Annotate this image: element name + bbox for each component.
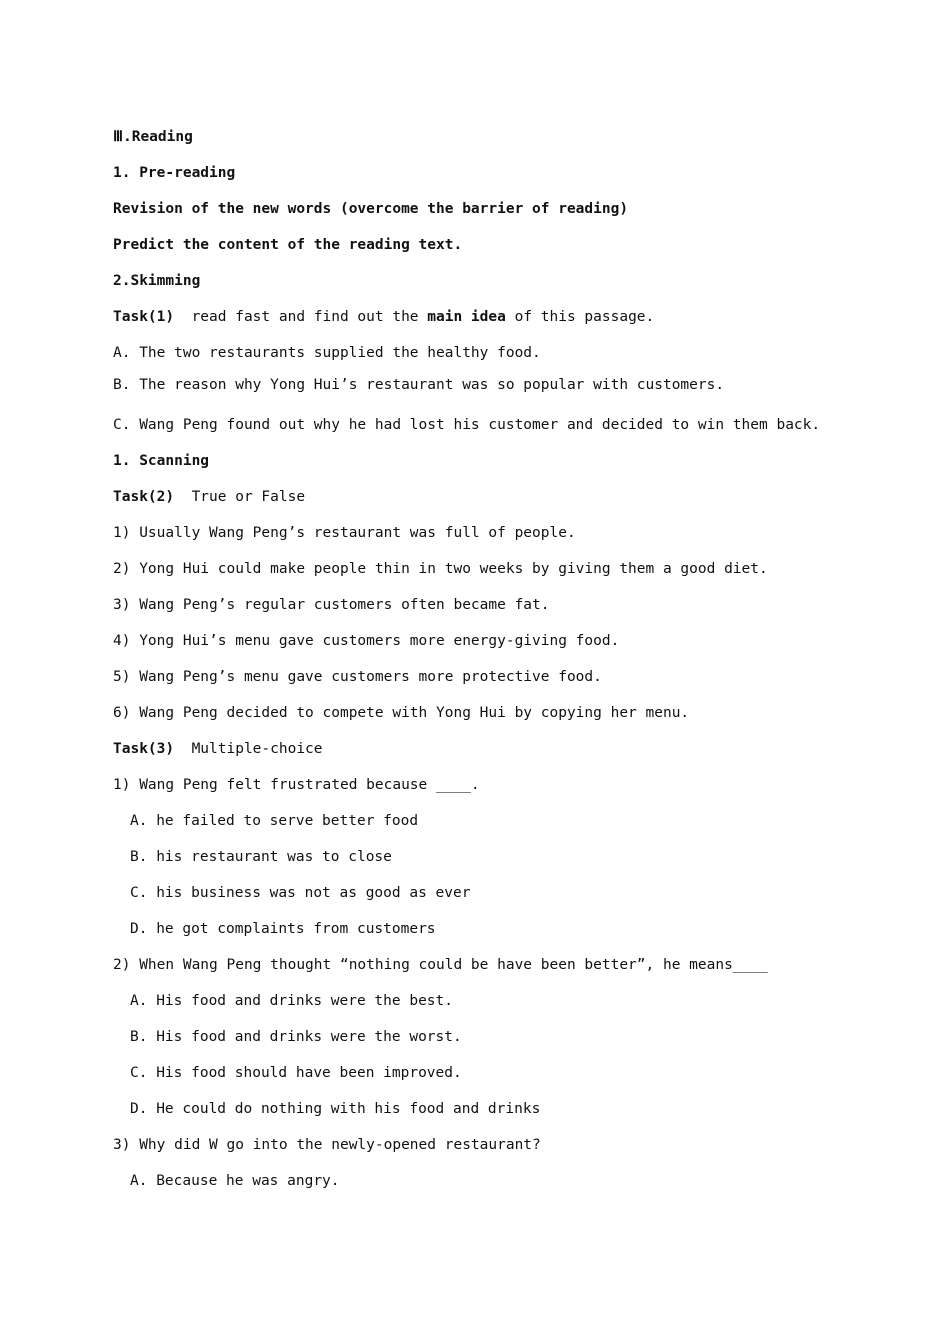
scanning-heading: 1. Scanning	[113, 453, 210, 469]
task-2-line	[113, 488, 305, 506]
question-2: 2) When Wang Peng thought “nothing could be have been better”, he means____	[113, 957, 768, 973]
task-1-label: Task(1)	[113, 309, 175, 325]
task-1-text-post: of this passage.	[505, 309, 655, 325]
task-2-text: True or False	[174, 489, 306, 505]
task-2-label: Task(2)	[113, 489, 175, 505]
question-1: 1) Wang Peng felt frustrated because ____.	[113, 777, 480, 793]
skimming-heading: 2.Skimming	[113, 273, 201, 289]
statement-6: 6) Wang Peng decided to compete with Yong Hui by copying her menu.	[113, 705, 690, 721]
task-1-text-pre: read fast and find out the	[174, 309, 428, 325]
question-1-option-c: C. his business was not as good as ever	[130, 885, 471, 901]
statement-4: 4) Yong Hui’s menu gave customers more energy-giving food.	[113, 633, 620, 649]
prereading-line-2: Predict the content of the reading text.	[113, 237, 463, 253]
prereading-heading: 1. Pre-reading	[113, 165, 236, 181]
task-3-text: Multiple-choice	[174, 741, 323, 757]
task-1-line	[113, 308, 654, 326]
question-3-option-a: A. Because he was angry.	[130, 1173, 340, 1189]
section-title: Ⅲ.Reading	[113, 129, 193, 145]
statement-2: 2) Yong Hui could make people thin in two weeks by giving them a good diet.	[113, 561, 768, 577]
question-1-option-a: A. he failed to serve better food	[130, 813, 419, 829]
skimming-option-c: C. Wang Peng found out why he had lost his customer and decided to win them back.	[113, 417, 821, 433]
task-3-line	[113, 740, 323, 758]
question-2-option-a: A. His food and drinks were the best.	[130, 993, 454, 1009]
task-3-label: Task(3)	[113, 741, 175, 757]
question-1-option-b: B. his restaurant was to close	[130, 849, 392, 865]
question-1-option-d: D. he got complaints from customers	[130, 921, 436, 937]
statement-5: 5) Wang Peng’s menu gave customers more protective food.	[113, 669, 602, 685]
statement-3: 3) Wang Peng’s regular customers often became fat.	[113, 597, 550, 613]
skimming-option-b: B. The reason why Yong Hui’s restaurant was so popular with customers.	[113, 377, 725, 393]
task-1-keyword: main idea	[427, 309, 506, 325]
prereading-line-1: Revision of the new words (overcome the barrier of reading)	[113, 201, 629, 217]
question-3: 3) Why did W go into the newly-opened restaurant?	[113, 1137, 541, 1153]
skimming-option-a: A. The two restaurants supplied the healthy food.	[113, 345, 541, 361]
question-2-option-c: C. His food should have been improved.	[130, 1065, 462, 1081]
question-2-option-d: D. He could do nothing with his food and drinks	[130, 1101, 541, 1117]
question-2-option-b: B. His food and drinks were the worst.	[130, 1029, 462, 1045]
statement-1: 1) Usually Wang Peng’s restaurant was full of people.	[113, 525, 576, 541]
